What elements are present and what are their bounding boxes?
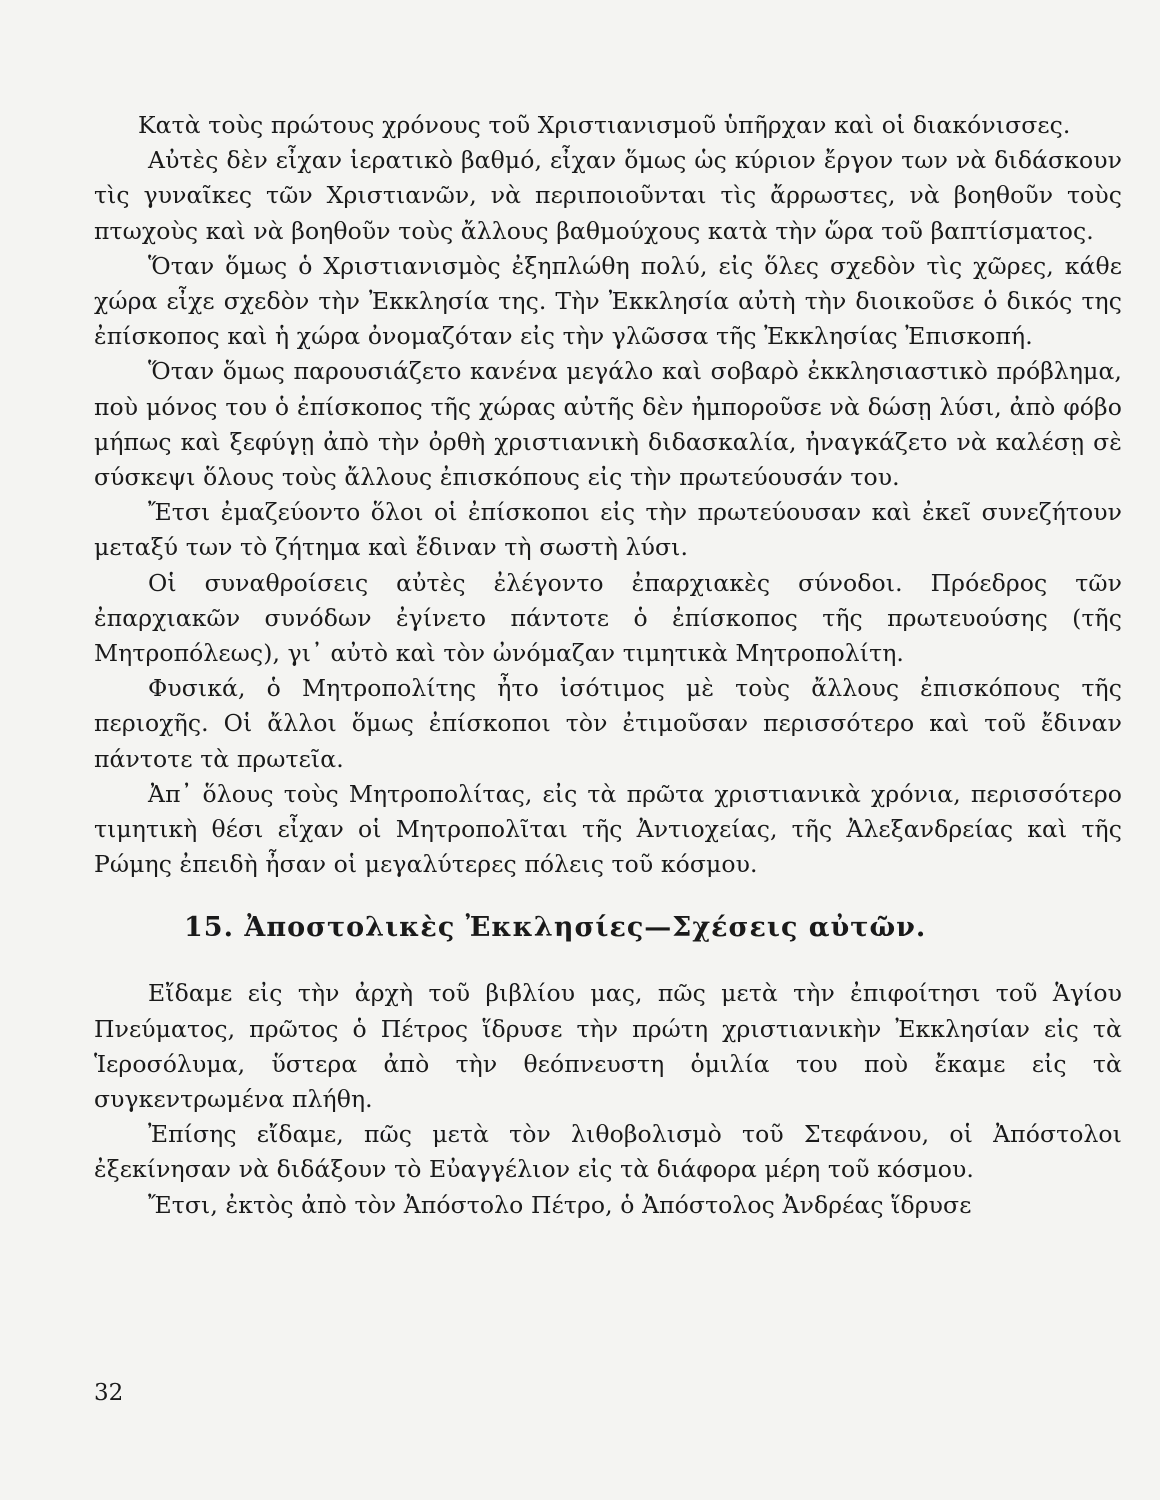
paragraph-deaconess-duties: Αὐτὲς δὲν εἶχαν ἱερατικὸ βαθμό, εἶχαν ὅμως ὡς κύριον ἔργον των νὰ διδάσκουν τὶς γυναῖκες τῶν Χριστιανῶν, νὰ περιποιοῦνται τὶς ἄρρωστες, νὰ βοηθοῦν τοὺς πτωχοὺς καὶ νὰ βοηθοῦν τοὺς ἄλλους βαθμούχους κατὰ τὴν ὥρα τοῦ βαπτίσματος. [94, 146, 1122, 245]
paragraph-great-cities: Ἀπ᾿ ὅλους τοὺς Μητροπολίτας, εἰς τὰ πρῶτα χριστιανικὰ χρόνια, περισσότερο τιμητικὴ θέσι εἶχαν οἱ Μητροπολῖται τῆς Ἀντιοχείας, τῆς Ἀλεξανδρείας καὶ τῆς Ρώμης ἐπειδὴ ἦσαν οἱ μεγαλύτερες πόλεις τοῦ κόσμου. [94, 779, 1122, 879]
paragraph-first-church: Εἴδαμε εἰς τὴν ἀρχὴ τοῦ βιβλίου μας, πῶς μετὰ τὴν ἐπιφοίτησι τοῦ Ἁγίου Πνεύματος, πρῶτος ὁ Πέτρος ἵδρυσε τὴν πρώτη χριστιανικὴν Ἐκκλησίαν εἰς τὰ Ἱεροσόλυμα, ὕστερα ἀπὸ τὴν θεόπνευστη ὁμιλία του ποὺ ἔκαμε εἰς τὰ συγκεντρωμένα πλήθη. [94, 979, 1122, 1114]
section-heading: 15. Ἀποστολικὲς Ἐκκλησίες—Σχέσεις αὐτῶν. [184, 912, 927, 944]
page-body [94, 108, 1122, 1223]
paragraph-provincial-synods: Οἱ συναθροίσεις αὐτὲς ἐλέγοντο ἐπαρχιακὲς σύνοδοι. Πρόεδρος τῶν ἐπαρχιακῶν συνόδων ἐγίνετο πάντοτε ὁ ἐπίσκοπος τῆς πρωτευούσης (τῆς Μητροπόλεως), γι᾿ αὐτὸ καὶ τὸν ὠνόμαζαν τιμητικὰ Μητροπολίτη. [94, 568, 1122, 668]
page-number: 32 [94, 1380, 124, 1406]
paragraph-andrew: Ἔτσι, ἐκτὸς ἀπὸ τὸν Ἀπόστολο Πέτρο, ὁ Ἀπόστολος Ἀνδρέας ἵδρυσε [148, 1190, 972, 1219]
paragraph-metropolitan: Φυσικά, ὁ Μητροπολίτης ἦτο ἰσότιμος μὲ τοὺς ἄλλους ἐπισκόπους τῆς περιοχῆς. Οἱ ἄλλοι ὅμως ἐπίσκοποι τὸν ἐτιμοῦσαν περισσότερο καὶ τοῦ ἔδιναν πάντοτε τὰ πρωτεῖα. [94, 674, 1122, 773]
paragraph-church-problem: Ὅταν ὅμως παρουσιάζετο κανένα μεγάλο καὶ σοβαρὸ ἐκκλησιαστικὸ πρόβλημα, ποὺ μόνος του ὁ ἐπίσκοπος τῆς χώρας αὐτῆς δὲν ἠμποροῦσε νὰ δώσῃ λύσι, ἀπὸ φόβο μήπως καὶ ξεφύγῃ ἀπὸ τὴν ὀρθὴ χριστιανικὴ διδασκαλία, ἠναγκάζετο νὰ καλέσῃ σὲ σύσκεψι ὅλους τοὺς ἄλλους ἐπισκόπους εἰς τὴν πρωτεύουσάν του. [94, 357, 1122, 492]
paragraph-episcope: Ὅταν ὅμως ὁ Χριστιανισμὸς ἐξηπλώθη πολύ, εἰς ὅλες σχεδὸν τὶς χῶρες, κάθε χώρα εἶχε σχεδὸν τὴν Ἐκκλησία της. Τὴν Ἐκκλησία αὐτὴ τὴν διοικοῦσε ὁ δικός της ἐπίσκοπος καὶ ἡ χώρα ὀνομαζόταν εἰς τὴν γλῶσσα τῆς Ἐκκλησίας Ἐπισκοπή. [94, 251, 1122, 351]
paragraph-deaconesses: Κατὰ τοὺς πρώτους χρόνους τοῦ Χριστιανισμοῦ ὑπῆρχαν καὶ οἱ διακόνισσες. [138, 111, 1071, 139]
paragraph-bishops-gather: Ἔτσι ἐμαζεύοντο ὅλοι οἱ ἐπίσκοποι εἰς τὴν πρωτεύουσαν καὶ ἐκεῖ συνεζήτουν μεταξύ των τὸ ζήτημα καὶ ἔδιναν τὴ σωστὴ λύσι. [94, 498, 1122, 562]
paragraph-apostles-depart: Ἐπίσης εἴδαμε, πῶς μετὰ τὸν λιθοβολισμὸ τοῦ Στεφάνου, οἱ Ἀπόστολοι ἐξεκίνησαν νὰ διδάξουν τὸ Εὐαγγέλιον εἰς τὰ διάφορα μέρη τοῦ κόσμου. [94, 1120, 1122, 1184]
